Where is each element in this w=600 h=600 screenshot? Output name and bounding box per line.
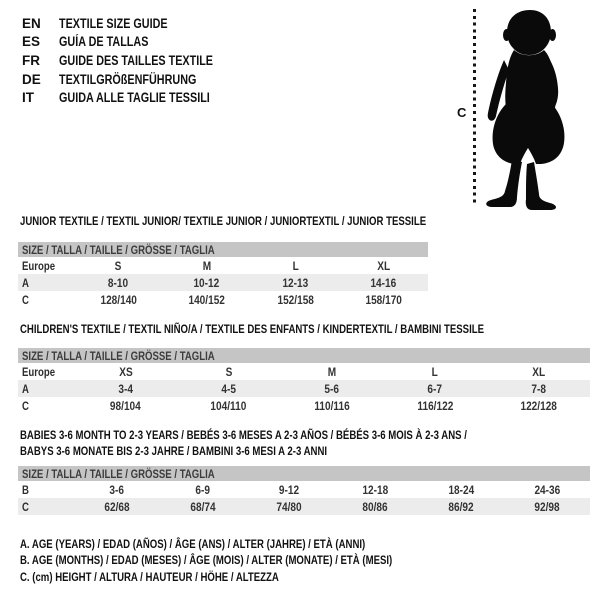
size-cell: 24-36 (534, 482, 560, 497)
size-cell: S (225, 364, 233, 379)
footnote-line: A. AGE (YEARS) / EDAD (AÑOS) / ÂGE (ANS) / ALTER (JAHRE) / ETÀ (ANNI) (20, 537, 366, 551)
table-row (18, 380, 590, 397)
row-label: A (18, 380, 74, 397)
table-title-line: BABIES 3-6 MONTH TO 2-3 YEARS / BEBÉS 3-6 MESES A 2-3 AÑOS / BÉBÉS 3-6 MOIS À 2-3 ANS / (20, 428, 467, 442)
row-label: Europe (22, 364, 56, 379)
size-cell: 158/170 (365, 292, 402, 307)
language-code: IT (22, 90, 34, 106)
size-cell: M (327, 364, 337, 379)
table-title-line: JUNIOR TEXTILE / TEXTIL JUNIOR/ TEXTILE JUNIOR / JUNIORTEXTIL / JUNIOR TESSILE (20, 214, 427, 228)
children-table-title (18, 323, 600, 336)
size-cell: 14-16 (340, 274, 429, 291)
size-cell: 6-7 (384, 380, 487, 397)
children-size-table (18, 348, 590, 414)
size-header-bar: SIZE / TALLA / TAILLE / GRÖSSE / TAGLIA (18, 348, 590, 363)
size-cell: 4-5 (177, 380, 280, 397)
size-cell: 9-12 (278, 482, 300, 497)
size-cell: 122/128 (520, 398, 557, 413)
junior-textile-section (18, 215, 528, 308)
children-textile-section (18, 323, 600, 414)
size-cell: XS (118, 364, 133, 379)
babies-table-title (18, 427, 590, 459)
table-title-line: BABYS 3-6 MONATE BIS 2-3 JAHRE / BAMBINI 3-6 MESI A 2-3 ANNI (20, 444, 328, 458)
language-row (22, 88, 252, 107)
size-cell: 3-4 (74, 380, 177, 397)
size-cell: 128/140 (100, 292, 137, 307)
guide-title: TEXTILE SIZE GUIDE (59, 15, 168, 31)
toddler-silhouette-icon (482, 8, 574, 210)
table-row (18, 257, 428, 274)
size-cell: XL (531, 364, 545, 379)
size-cell: 62/68 (74, 498, 160, 515)
table-row (18, 291, 428, 308)
size-header-bar: SIZE / TALLA / TAILLE / GRÖSSE / TAGLIA (18, 466, 590, 481)
size-cell: 12-13 (251, 274, 340, 291)
size-cell: S (114, 258, 122, 273)
size-cell: 12-18 (362, 482, 388, 497)
size-cell: 140/152 (188, 292, 225, 307)
guide-title: GUÍA DE TALLAS (59, 34, 149, 50)
size-cell: 3-6 (109, 482, 125, 497)
footnote-line: C. (cm) HEIGHT / ALTURA / HAUTEUR / HÖHE / ALTEZZA (20, 569, 279, 584)
row-label: C (22, 398, 29, 413)
language-title-list (22, 14, 252, 107)
junior-size-table (18, 242, 428, 308)
size-cell: 92/98 (504, 498, 590, 515)
row-label: Europe (22, 258, 56, 273)
language-row (22, 51, 252, 70)
size-cell: 8-10 (74, 274, 163, 291)
size-cell: L (292, 258, 299, 273)
size-header-bar: SIZE / TALLA / TAILLE / GRÖSSE / TAGLIA (18, 242, 428, 257)
language-row (22, 70, 252, 89)
size-cell: 86/92 (418, 498, 504, 515)
size-header-row (18, 242, 428, 257)
size-cell: 116/122 (417, 398, 454, 413)
size-cell: 6-9 (195, 482, 211, 497)
language-row (22, 33, 252, 52)
size-cell: M (202, 258, 211, 273)
footnote-line: B. AGE (MONTHS) / EDAD (MESES) / ÂGE (MOIS) / ALTER (MONATE) / ETÀ (MESI) (20, 553, 393, 568)
size-cell: 10-12 (163, 274, 252, 291)
size-header-row (18, 466, 590, 481)
language-code: EN (22, 15, 41, 31)
guide-title: GUIDE DES TAILLES TEXTILE (59, 52, 214, 68)
size-cell: L (432, 364, 439, 379)
size-cell: 110/116 (314, 398, 350, 413)
footnotes (20, 536, 485, 585)
table-title-line: CHILDREN'S TEXTILE / TEXTIL NIÑO/A / TEXTILE DES ENFANTS / KINDERTEXTIL / BAMBINI TESSILE (20, 322, 485, 336)
language-code: FR (22, 52, 40, 68)
language-row (22, 14, 252, 33)
size-cell: XL (377, 258, 391, 273)
size-cell: 74/80 (246, 498, 332, 515)
table-row (18, 397, 590, 414)
size-cell: 104/110 (210, 398, 247, 413)
size-cell: 18-24 (448, 482, 474, 497)
size-cell: 68/74 (160, 498, 246, 515)
size-cell: 98/104 (110, 398, 142, 413)
size-cell: 5-6 (280, 380, 383, 397)
size-cell: 7-8 (487, 380, 590, 397)
row-label: A (18, 274, 74, 291)
size-cell: 80/86 (332, 498, 418, 515)
table-row (18, 363, 590, 380)
row-label: C (18, 498, 74, 515)
babies-size-table (18, 466, 590, 515)
language-code: DE (22, 71, 41, 87)
guide-title: GUIDA ALLE TAGLIE TESSILI (59, 90, 210, 106)
row-label: B (22, 482, 29, 497)
babies-textile-section (18, 427, 590, 515)
table-row (18, 274, 428, 291)
height-measure-label: C (457, 105, 467, 120)
table-row (18, 498, 590, 515)
guide-title: TEXTILGRÖßENFÜHRUNG (59, 71, 197, 87)
junior-table-title (18, 215, 528, 228)
size-cell: 152/158 (277, 292, 314, 307)
row-label: C (22, 292, 29, 307)
table-row (18, 481, 590, 498)
language-code: ES (22, 34, 41, 50)
height-measure-dotted-line (473, 9, 476, 206)
size-header-row (18, 348, 590, 363)
